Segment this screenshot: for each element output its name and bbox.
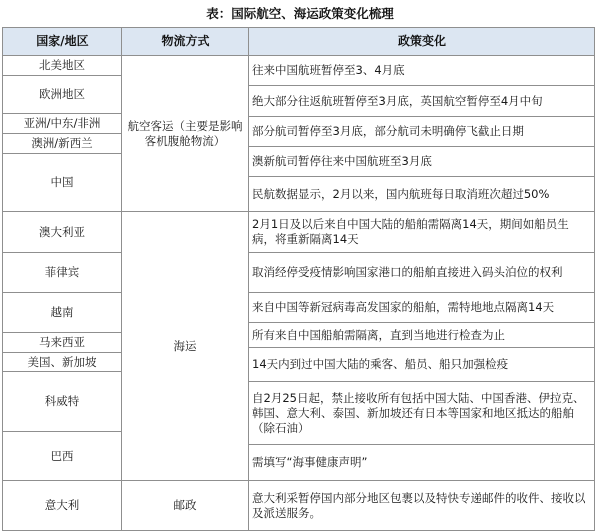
- header-mode: 物流方式: [161, 34, 210, 48]
- policy-cell: [249, 293, 594, 323]
- region-label: 美国、新加坡: [27, 354, 97, 369]
- region-cell: [3, 212, 121, 253]
- region-label: 亚洲/中东/非洲: [23, 116, 101, 130]
- region-cell: [3, 372, 121, 432]
- mode-cell-post: [122, 481, 248, 530]
- header-policy: 政策变化: [397, 34, 446, 48]
- policy-cell: [249, 445, 594, 481]
- region-cell: [3, 353, 121, 372]
- table-title: 表：国际航空、海运政策变化梳理: [206, 6, 394, 21]
- region-cell: [3, 253, 121, 293]
- policy-text: 14天内到过中国大陆的乘客、船员、船只加强检疫: [252, 357, 509, 371]
- region-cell: [3, 76, 121, 114]
- mode-label: 邮政: [173, 498, 197, 512]
- region-label: 意大利: [44, 498, 80, 512]
- policy-text: 澳新航司暂停往来中国航班至3月底: [252, 154, 432, 168]
- region-cell: [3, 333, 121, 353]
- policy-text: 所有来自中国船舶需隔离，直到当地进行检查为止: [252, 327, 505, 342]
- policy-text: 往来中国航班暂停至3、4月底: [252, 63, 405, 77]
- mode-label: 航空客运（主要是影响客机腹舱物流）: [127, 118, 243, 148]
- region-label: 马来西亚: [39, 335, 85, 349]
- region-label: 欧洲地区: [39, 87, 85, 101]
- region-cell: [3, 134, 121, 154]
- policy-text: 需填写“海事健康声明”: [252, 455, 368, 469]
- region-cell: [3, 432, 121, 481]
- region-label: 中国: [50, 175, 74, 189]
- policy-cell: [249, 117, 594, 147]
- policy-cell: [249, 86, 594, 117]
- policy-text: 民航数据显示，2月以来，国内航班每日取消班次超过50%: [252, 186, 550, 201]
- mode-cell-sea: [122, 212, 248, 481]
- region-label: 科威特: [44, 394, 80, 408]
- policy-text: 部分航司暂停至3月底，部分航司未明确停飞截止日期: [252, 124, 524, 138]
- policy-cell: [249, 56, 594, 86]
- mode-label: 海运: [173, 338, 197, 353]
- policy-text: 来自中国等新冠病毒高发国家的船舶，需特地地点隔离14天: [252, 300, 555, 314]
- region-label: 北美地区: [39, 58, 85, 72]
- header-region: 国家/地区: [36, 34, 89, 48]
- region-cell: [3, 56, 121, 76]
- policy-cell: [249, 348, 594, 382]
- region-cell: [3, 481, 121, 530]
- policy-table: [2, 27, 595, 531]
- policy-text: 2月1日及以后来自中国大陆的船舶需隔离14天，期间如船员生病，将重新隔离14天: [252, 217, 569, 246]
- region-label: 澳洲/新西兰: [31, 136, 93, 150]
- region-cell: [3, 154, 121, 212]
- policy-text: 意大利采暂停国内部分地区包裹以及特快专递邮件的收件、接收以及派送服务。: [252, 490, 586, 520]
- policy-text: 取消经停受疫情影响国家港口的船舶直接进入码头泊位的权利: [252, 265, 563, 279]
- policy-text: 绝大部分往返航班暂停至3月底，英国航空暂停至4月中旬: [252, 93, 543, 108]
- policy-cell: [249, 323, 594, 348]
- mode-cell-air: [122, 56, 248, 212]
- policy-text: 自2月25日起，禁止接收所有包括中国大陆、中国香港、伊拉克、韩国、意大利、泰国、新加坡还有日本等国家和地区抵达的船舶（除石油）: [252, 390, 585, 435]
- policy-cell: [249, 382, 594, 445]
- policy-cell: [249, 481, 594, 530]
- policy-cell: [249, 253, 594, 293]
- policy-cell: [249, 147, 594, 177]
- region-label: 澳大利亚: [39, 224, 85, 239]
- policy-cell: [249, 212, 594, 253]
- table-header: [3, 28, 594, 56]
- region-label: 越南: [50, 305, 74, 319]
- region-label: 菲律宾: [44, 265, 80, 279]
- region-cell: [3, 114, 121, 134]
- region-label: 巴西: [50, 448, 74, 463]
- policy-cell: [249, 177, 594, 212]
- region-cell: [3, 293, 121, 333]
